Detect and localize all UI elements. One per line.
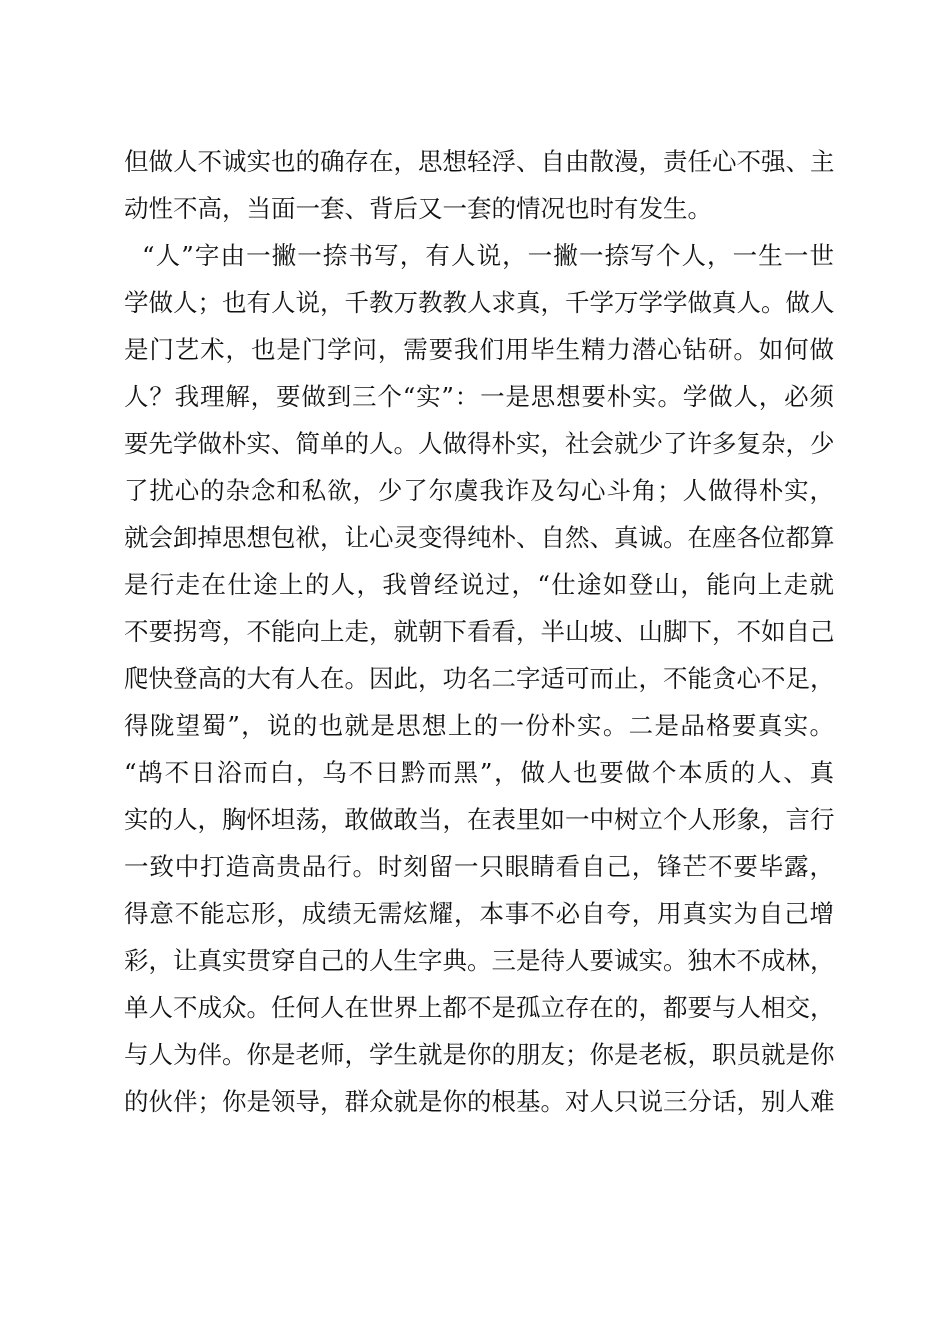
text-line: “鸪不日浴而白，乌不日黔而黑”，做人也要做个本质的人、真 bbox=[124, 758, 834, 787]
text-line: 是门艺术，也是门学问，需要我们用毕生精力潜心钻研。如何做 bbox=[124, 335, 834, 364]
text-line: 彩，让真实贯穿自己的人生字典。三是待人要诚实。独木不成林， bbox=[124, 946, 835, 975]
text-line: 要先学做朴实、简单的人。人做得朴实，社会就少了许多复杂，少 bbox=[124, 429, 835, 458]
text-line: 不要拐弯，不能向上走，就朝下看看，半山坡、山脚下，不如自己 bbox=[124, 617, 835, 646]
text-line: 的伙伴；你是领导，群众就是你的根基。对人只说三分话，别人难 bbox=[124, 1087, 835, 1116]
text-line: 学做人；也有人说，千教万教教人求真，千学万学学做真人。做人 bbox=[124, 288, 835, 317]
text-line: 一致中打造高贵品行。时刻留一只眼睛看自己，锋芒不要毕露， bbox=[124, 852, 834, 881]
text-line: 爬快登高的大有人在。因此，功名二字适可而止，不能贪心不足， bbox=[124, 664, 835, 693]
body-text bbox=[124, 138, 834, 1125]
text-line: 单人不成众。任何人在世界上都不是孤立存在的，都要与人相交， bbox=[124, 993, 835, 1022]
text-line: 是行走在仕途上的人，我曾经说过，“仕途如登山，能向上走就 bbox=[124, 570, 834, 599]
text-line: 得陇望蜀”，说的也就是思想上的一份朴实。二是品格要真实。 bbox=[124, 711, 834, 740]
text-line: 就会卸掉思想包袱，让心灵变得纯朴、自然、真诚。在座各位都算 bbox=[124, 523, 835, 552]
text-line: 人？我理解，要做到三个“实”：一是思想要朴实。学做人，必须 bbox=[124, 382, 834, 411]
text-line: 与人为伴。你是老师，学生就是你的朋友；你是老板，职员就是你 bbox=[124, 1040, 835, 1069]
text-line: 但做人不诚实也的确存在，思想轻浮、自由散漫，责任心不强、主 bbox=[124, 147, 835, 176]
text-line: 动性不高，当面一套、背后又一套的情况也时有发生。 bbox=[124, 194, 712, 223]
text-line: 了扰心的杂念和私欲，少了尔虞我诈及勾心斗角；人做得朴实， bbox=[124, 476, 834, 505]
text-line: 实的人，胸怀坦荡，敢做敢当，在表里如一中树立个人形象，言行 bbox=[124, 805, 835, 834]
text-line: “人”字由一撇一捺书写，有人说，一撇一捺写个人，一生一世 bbox=[142, 241, 834, 270]
text-line: 得意不能忘形，成绩无需炫耀，本事不必自夸，用真实为自己增 bbox=[124, 899, 834, 928]
